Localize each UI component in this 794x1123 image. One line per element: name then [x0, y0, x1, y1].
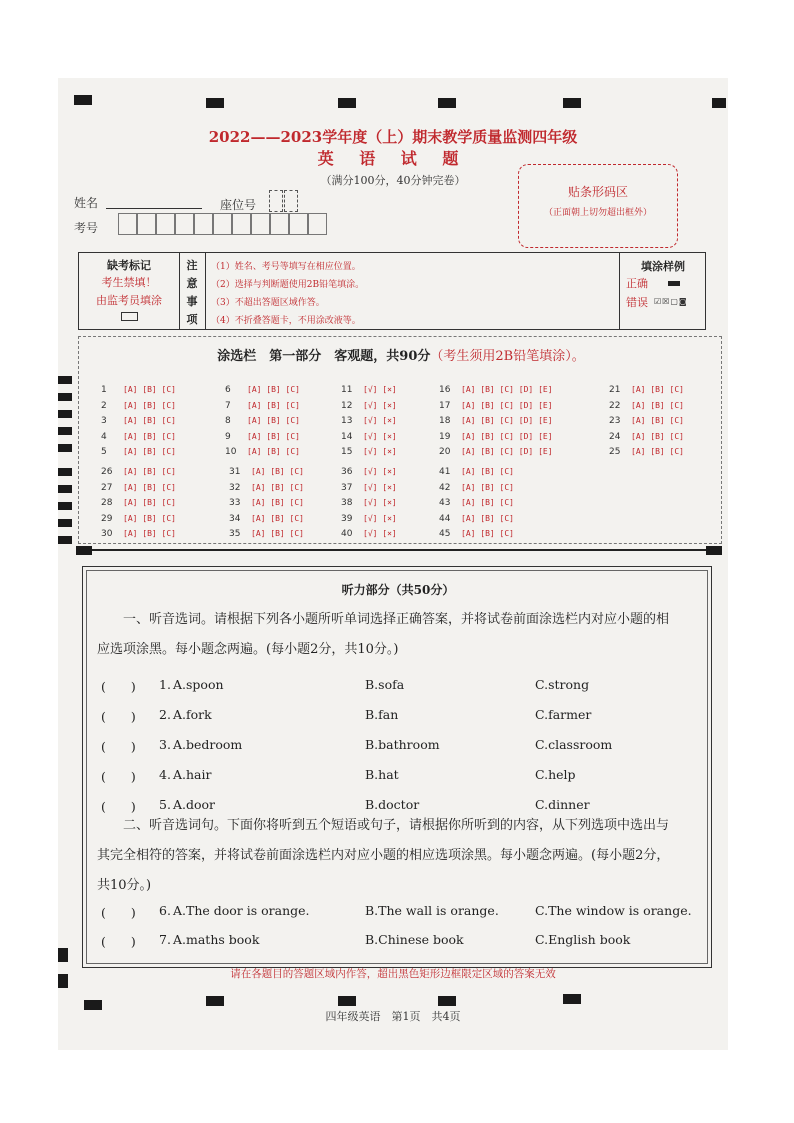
question-number: 39	[341, 513, 353, 524]
answer-blank[interactable]: ( )	[101, 769, 136, 784]
bubble-options[interactable]: [A] [B] [C]	[123, 498, 176, 507]
bubble-options[interactable]: [A] [B] [C]	[123, 400, 176, 410]
question-number: 3	[101, 416, 107, 426]
option-c: C.classroom	[535, 737, 613, 752]
info-box	[78, 252, 706, 330]
part2-instructions: 二、听音选词句。下面你将听到五个短语或句子，请根据你所听到的内容，从下列选项中选出与 其完全相符的答案，并将试卷前面涂选栏内对应小题的相应选项涂黑。每小题念两遍。(每小题2分， 共10分。)	[97, 818, 670, 893]
option-a: A.fork	[173, 707, 212, 722]
footer-warning: 请在各题目的答题区域内作答，超出黑色矩形边框限定区域的答案无效	[230, 968, 556, 980]
option-num: 6.	[159, 903, 171, 918]
fill-wrong-label: 错误	[626, 296, 648, 309]
notice-item: （1）姓名、考号等填写在相应位置。	[211, 262, 361, 272]
exam-number-cell[interactable]	[251, 213, 270, 235]
bubble-options[interactable]: [A] [B] [C] [D] [E]	[461, 400, 553, 410]
question-number: 12	[341, 400, 353, 411]
question-number: 1	[101, 385, 107, 395]
bubble-options[interactable]: [√] [×]	[363, 513, 397, 523]
question-number: 9	[225, 431, 231, 442]
bubble-options[interactable]: [A] [B] [C]	[123, 431, 176, 441]
bubble-options[interactable]: [A] [B] [C]	[123, 482, 176, 492]
question-number: 29	[101, 513, 113, 524]
barcode-area	[518, 164, 678, 248]
bubble-row[interactable]	[229, 521, 304, 540]
part1-instructions: 一、听音选词。请根据下列各小题所听单词选择正确答案，并将试卷前面涂选栏内对应小题的相 应选项涂黑。每小题念两遍。(每小题2分，共10分。)	[97, 612, 670, 657]
bubble-options[interactable]: [A] [B] [C]	[251, 498, 304, 507]
option-c: C.English book	[535, 932, 631, 947]
option-a: A.bedroom	[173, 737, 243, 752]
question-number: 21	[609, 385, 621, 395]
bubble-options[interactable]: [√] [×]	[363, 447, 397, 456]
registration-mark	[74, 95, 92, 105]
option-num: 5.	[159, 797, 171, 812]
question-number: 20	[439, 447, 451, 457]
bubble-options[interactable]: [A] [B] [C]	[631, 400, 684, 410]
question-number: 45	[439, 529, 451, 539]
answer-blank[interactable]: ( )	[101, 905, 136, 920]
bubble-options[interactable]: [A] [B] [C]	[251, 482, 304, 492]
option-b: B.doctor	[365, 797, 420, 812]
exam-info: （满分100分，40分钟完卷）	[320, 174, 466, 187]
filled-bubble-icon	[668, 281, 680, 286]
question-number: 16	[439, 385, 451, 395]
question-number: 27	[101, 482, 113, 493]
bubble-options[interactable]: [A] [B] [C]	[461, 467, 514, 476]
bubble-options[interactable]: [A] [B] [C] [D] [E]	[461, 431, 553, 441]
listening-section	[82, 566, 712, 968]
option-a: A.door	[173, 797, 216, 812]
bubble-row[interactable]	[609, 439, 684, 458]
bubble-options[interactable]: [A] [B] [C] [D] [E]	[461, 416, 553, 425]
question-number: 6	[225, 385, 231, 395]
option-a: A.spoon	[173, 677, 224, 692]
question-number: 38	[341, 498, 353, 508]
bubble-options[interactable]: [A] [B] [C]	[461, 482, 514, 492]
name-label: 姓名	[74, 196, 99, 210]
option-a: A.maths book	[173, 932, 260, 947]
bubble-options[interactable]: [A] [B] [C]	[123, 529, 176, 538]
bubble-options[interactable]: [A] [B] [C]	[123, 467, 176, 476]
notice-item: （4）不折叠答题卡，不用涂改液等。	[211, 316, 361, 326]
option-c: C.help	[535, 767, 576, 782]
bubble-options[interactable]: [A] [B] [C]	[123, 416, 176, 425]
question-number: 41	[439, 467, 451, 477]
notice-item: （3）不超出答题区域作答。	[211, 298, 325, 308]
option-c: C.dinner	[535, 797, 590, 812]
bubble-options[interactable]: [√] [×]	[363, 529, 397, 538]
option-num: 1.	[159, 677, 171, 692]
bubble-row[interactable]	[101, 439, 176, 458]
barcode-note: （正面朝上切勿超出框外）	[543, 208, 652, 218]
seat-cell[interactable]	[269, 190, 283, 212]
answer-blank[interactable]: ( )	[101, 739, 136, 754]
bubble-options[interactable]: [A] [B] [C]	[247, 431, 300, 441]
bubble-row[interactable]	[439, 439, 553, 458]
registration-mark	[438, 98, 456, 108]
option-c: C.farmer	[535, 707, 592, 722]
question-number: 22	[609, 400, 621, 411]
exam-number-cell[interactable]	[175, 213, 194, 235]
option-b: B.The wall is orange.	[365, 903, 499, 918]
barcode-label: 贴条形码区	[567, 185, 628, 199]
option-b: B.bathroom	[365, 737, 440, 752]
registration-mark	[563, 98, 581, 108]
answer-blank[interactable]: ( )	[101, 679, 136, 694]
bubble-options[interactable]: [A] [B] [C]	[247, 447, 300, 456]
seat-label: 座位号	[220, 198, 257, 212]
option-num: 4.	[159, 767, 171, 782]
absent-warning: 考生禁填！	[101, 276, 157, 289]
bubble-options[interactable]: [√] [×]	[363, 385, 397, 394]
question-number: 42	[439, 482, 451, 493]
option-b: B.Chinese book	[365, 932, 464, 947]
option-b: B.fan	[365, 707, 399, 722]
answer-blank[interactable]: ( )	[101, 799, 136, 814]
fill-sample-title: 填涂样例	[641, 260, 685, 273]
question-number: 15	[341, 447, 353, 457]
bubble-row[interactable]	[341, 521, 397, 540]
absent-mark-panel	[79, 253, 180, 329]
fill-correct-label: 正确	[626, 277, 648, 290]
question-number: 44	[439, 513, 451, 524]
notice-item: （2）选择与判断题使用2B铅笔填涂。	[211, 280, 365, 290]
question-number: 14	[341, 431, 353, 442]
exam-number-cell[interactable]	[156, 213, 175, 235]
bubble-options[interactable]: [√] [×]	[363, 416, 397, 425]
exam-number-cell[interactable]	[213, 213, 232, 235]
option-num: 3.	[159, 737, 171, 752]
question-number: 8	[225, 416, 231, 426]
exam-number-label: 考号	[74, 221, 99, 235]
section-divider	[92, 549, 706, 551]
registration-mark	[206, 98, 224, 108]
exam-title: 2022——2023学年度（上）期末教学质量监测四年级	[208, 128, 578, 146]
bubble-options[interactable]: [A] [B] [C]	[123, 447, 176, 456]
question-number: 4	[101, 431, 107, 442]
exam-number-cell[interactable]	[289, 213, 308, 235]
bubble-options[interactable]: [√] [×]	[363, 482, 397, 492]
bubble-options[interactable]: [A] [B] [C]	[631, 385, 684, 394]
bubble-options[interactable]: [A] [B] [C]	[461, 513, 514, 523]
question-number: 11	[341, 385, 353, 395]
bubble-row[interactable]	[101, 521, 176, 540]
bubble-options[interactable]: [√] [×]	[363, 400, 397, 410]
question-number: 5	[101, 447, 107, 457]
bubble-options[interactable]: [A] [B] [C]	[631, 447, 684, 456]
question-number: 17	[439, 400, 451, 411]
bubble-options[interactable]: [A] [B] [C] [D] [E]	[461, 447, 553, 456]
question-number: 25	[609, 447, 621, 457]
question-number: 40	[341, 529, 353, 539]
bubble-options[interactable]: [A] [B] [C]	[251, 467, 304, 476]
question-number: 2	[101, 400, 107, 411]
question-number: 28	[101, 498, 113, 508]
answer-sheet	[58, 78, 728, 1050]
question-number: 32	[229, 482, 241, 493]
question-number: 13	[341, 416, 353, 426]
bubble-section	[78, 336, 722, 544]
question-number: 31	[229, 467, 241, 477]
registration-mark	[712, 98, 726, 108]
bubble-options[interactable]: [A] [B] [C]	[123, 513, 176, 523]
listening-heading: 听力部分（共50分）	[341, 583, 455, 597]
bubble-options[interactable]: [√] [×]	[363, 431, 397, 441]
option-b: B.hat	[365, 767, 399, 782]
question-number: 7	[225, 400, 231, 411]
exam-subject: 英 语 试 题	[317, 149, 469, 168]
absent-title: 缺考标记	[107, 259, 151, 272]
seat-cell[interactable]	[284, 190, 298, 212]
absent-bubble[interactable]	[121, 312, 138, 321]
bubble-row[interactable]	[225, 439, 300, 458]
answer-blank[interactable]: ( )	[101, 709, 136, 724]
bubble-options[interactable]: [A] [B] [C]	[461, 498, 514, 507]
question-number: 37	[341, 482, 353, 493]
question-number: 43	[439, 498, 451, 508]
registration-mark	[338, 98, 356, 108]
absent-instruction: 由监考员填涂	[96, 294, 162, 307]
exam-number-cell[interactable]	[308, 213, 327, 235]
bubble-options[interactable]: [A] [B] [C]	[247, 385, 300, 394]
name-field[interactable]	[106, 208, 202, 209]
exam-number-cell[interactable]	[270, 213, 289, 235]
bubble-row[interactable]	[439, 521, 514, 540]
option-c: C.The window is orange.	[535, 903, 692, 918]
bubble-options[interactable]: [A] [B] [C]	[247, 400, 300, 410]
option-a: A.hair	[173, 767, 212, 782]
page-footer: 四年级英语 第1页 共4页	[325, 1010, 461, 1023]
bubble-row[interactable]	[341, 439, 397, 458]
fill-sample-panel	[619, 253, 706, 329]
bubble-heading: 涂选栏 第一部分 客观题，共90分（考生须用2B铅笔填涂）。	[217, 349, 585, 364]
option-num: 7.	[159, 932, 171, 947]
bubble-options[interactable]: [A] [B] [C]	[251, 513, 304, 523]
bubble-options[interactable]: [A] [B] [C]	[251, 529, 304, 538]
bubble-options[interactable]: [A] [B] [C]	[631, 416, 684, 425]
question-number: 19	[439, 431, 451, 442]
question-number: 18	[439, 416, 451, 426]
bubble-options[interactable]: [A] [B] [C]	[123, 385, 176, 394]
question-number: 10	[225, 447, 237, 457]
bubble-options[interactable]: [A] [B] [C]	[631, 431, 684, 441]
exam-number-cell[interactable]	[194, 213, 213, 235]
question-number: 33	[229, 498, 241, 508]
option-c: C.strong	[535, 677, 590, 692]
bubble-options[interactable]: [A] [B] [C] [D] [E]	[461, 385, 553, 394]
exam-number-cell[interactable]	[118, 213, 137, 235]
option-b: B.sofa	[365, 677, 405, 692]
option-a: A.The door is orange.	[173, 903, 310, 918]
question-number: 34	[229, 513, 241, 524]
question-number: 35	[229, 529, 241, 539]
question-number: 30	[101, 529, 113, 539]
answer-blank[interactable]: ( )	[101, 934, 136, 949]
bubble-options[interactable]: [A] [B] [C]	[461, 529, 514, 538]
wrong-fill-examples-icon: ☑☒▢◙	[654, 297, 688, 306]
question-number: 26	[101, 467, 113, 477]
question-number: 23	[609, 416, 621, 426]
option-num: 2.	[159, 707, 171, 722]
bubble-options[interactable]: [√] [×]	[363, 467, 397, 476]
question-number: 24	[609, 431, 621, 442]
exam-number-cell[interactable]	[232, 213, 251, 235]
bubble-options[interactable]: [√] [×]	[363, 498, 397, 507]
bubble-options[interactable]: [A] [B] [C]	[247, 416, 300, 425]
exam-number-cell[interactable]	[137, 213, 156, 235]
question-number: 36	[341, 467, 353, 477]
notice-label-panel: 注 意 事 项	[179, 253, 206, 329]
